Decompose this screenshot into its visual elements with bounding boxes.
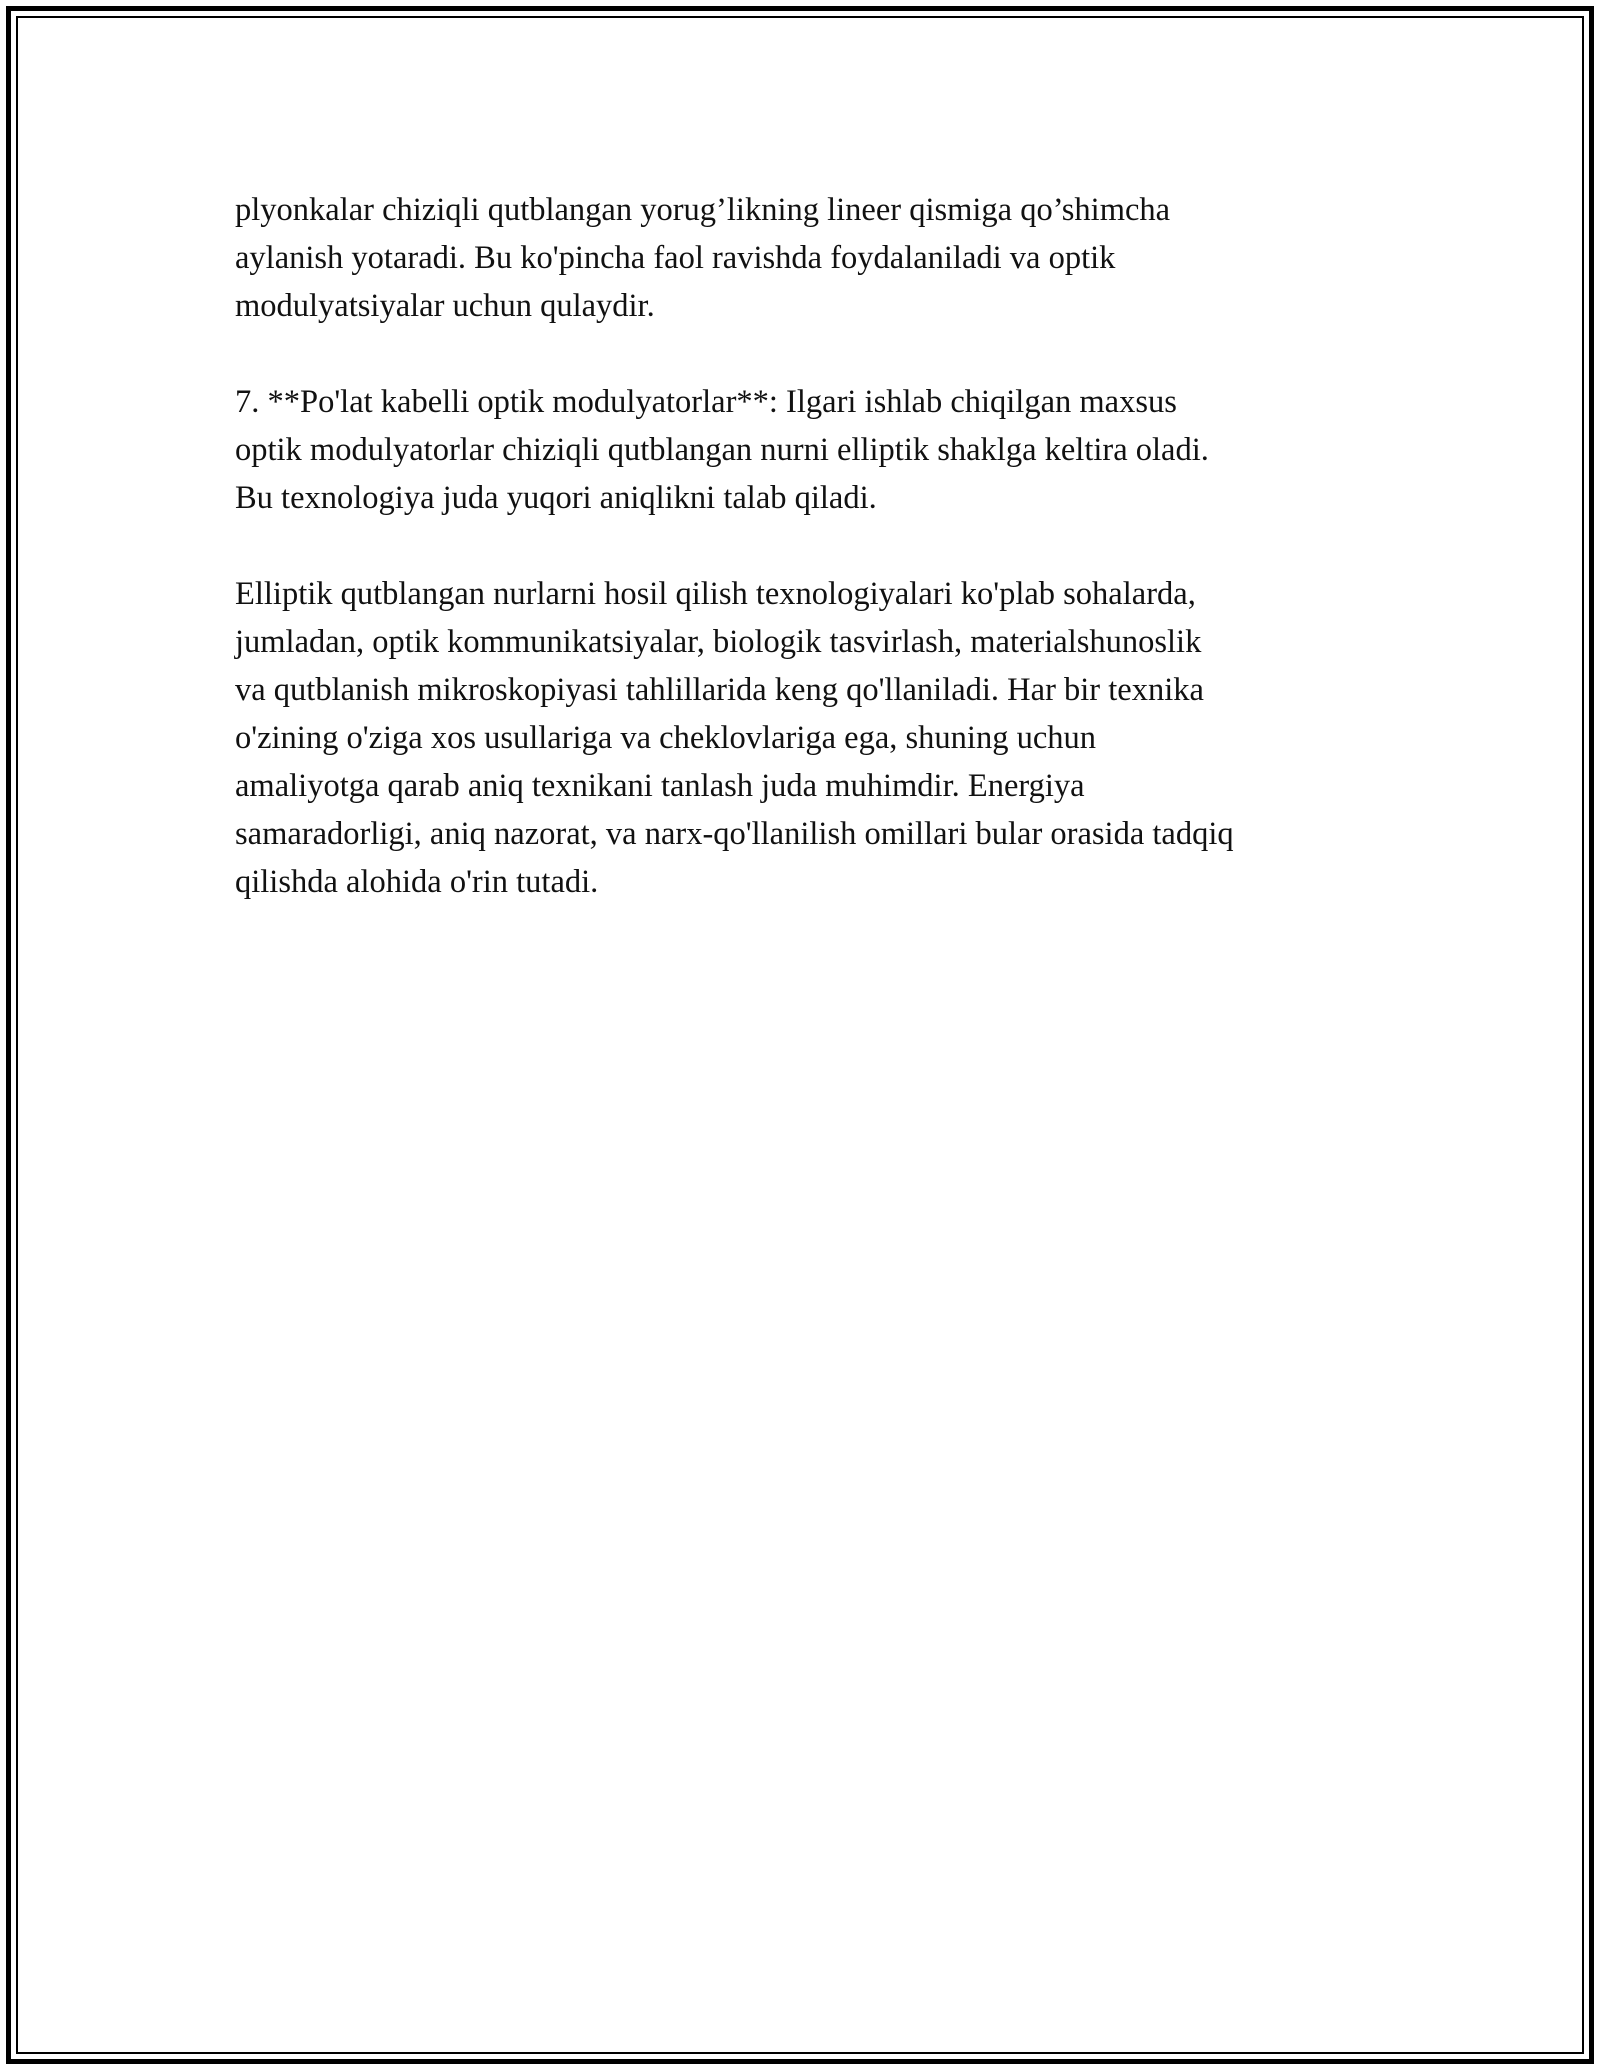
text-line: amaliyotga qarab aniq texnikani tanlash juda muhimdir. Energiya <box>235 768 1085 804</box>
paragraph-conclusion <box>235 570 1385 906</box>
text-line: jumladan, optik kommunikatsiyalar, biologik tasvirlash, materialshunoslik <box>235 624 1202 660</box>
text-line: o'zining o'ziga xos usullariga va cheklovlariga ega, shuning uchun <box>235 720 1096 756</box>
text-line: Elliptik qutblangan nurlarni hosil qilish texnologiyalari ko'plab sohalarda, <box>235 576 1196 612</box>
text-line: aylanish yotaradi. Bu ko'pincha faol ravishda foydalaniladi va optik <box>235 240 1116 276</box>
paragraph-item-7 <box>235 378 1385 522</box>
text-line: qilishda alohida o'rin tutadi. <box>235 864 599 900</box>
document-body <box>235 186 1385 954</box>
text-line: plyonkalar chiziqli qutblangan yorug’likning lineer qismiga qo’shimcha <box>235 192 1171 228</box>
text-line: va qutblanish mikroskopiyasi tahlillarida keng qo'llaniladi. Har bir texnika <box>235 672 1204 708</box>
text-line: optik modulyatorlar chiziqli qutblangan nurni elliptik shaklga keltira oladi. <box>235 432 1209 468</box>
text-line: modulyatsiyalar uchun qulaydir. <box>235 288 655 324</box>
text-line: Bu texnologiya juda yuqori aniqlikni talab qiladi. <box>235 480 877 516</box>
text-line: samaradorligi, aniq nazorat, va narx-qo'llanilish omillari bular orasida tadqiq <box>235 816 1234 852</box>
text-line: 7. **Po'lat kabelli optik modulyatorlar**: Ilgari ishlab chiqilgan maxsus <box>235 384 1177 420</box>
paragraph-continuation <box>235 186 1385 330</box>
